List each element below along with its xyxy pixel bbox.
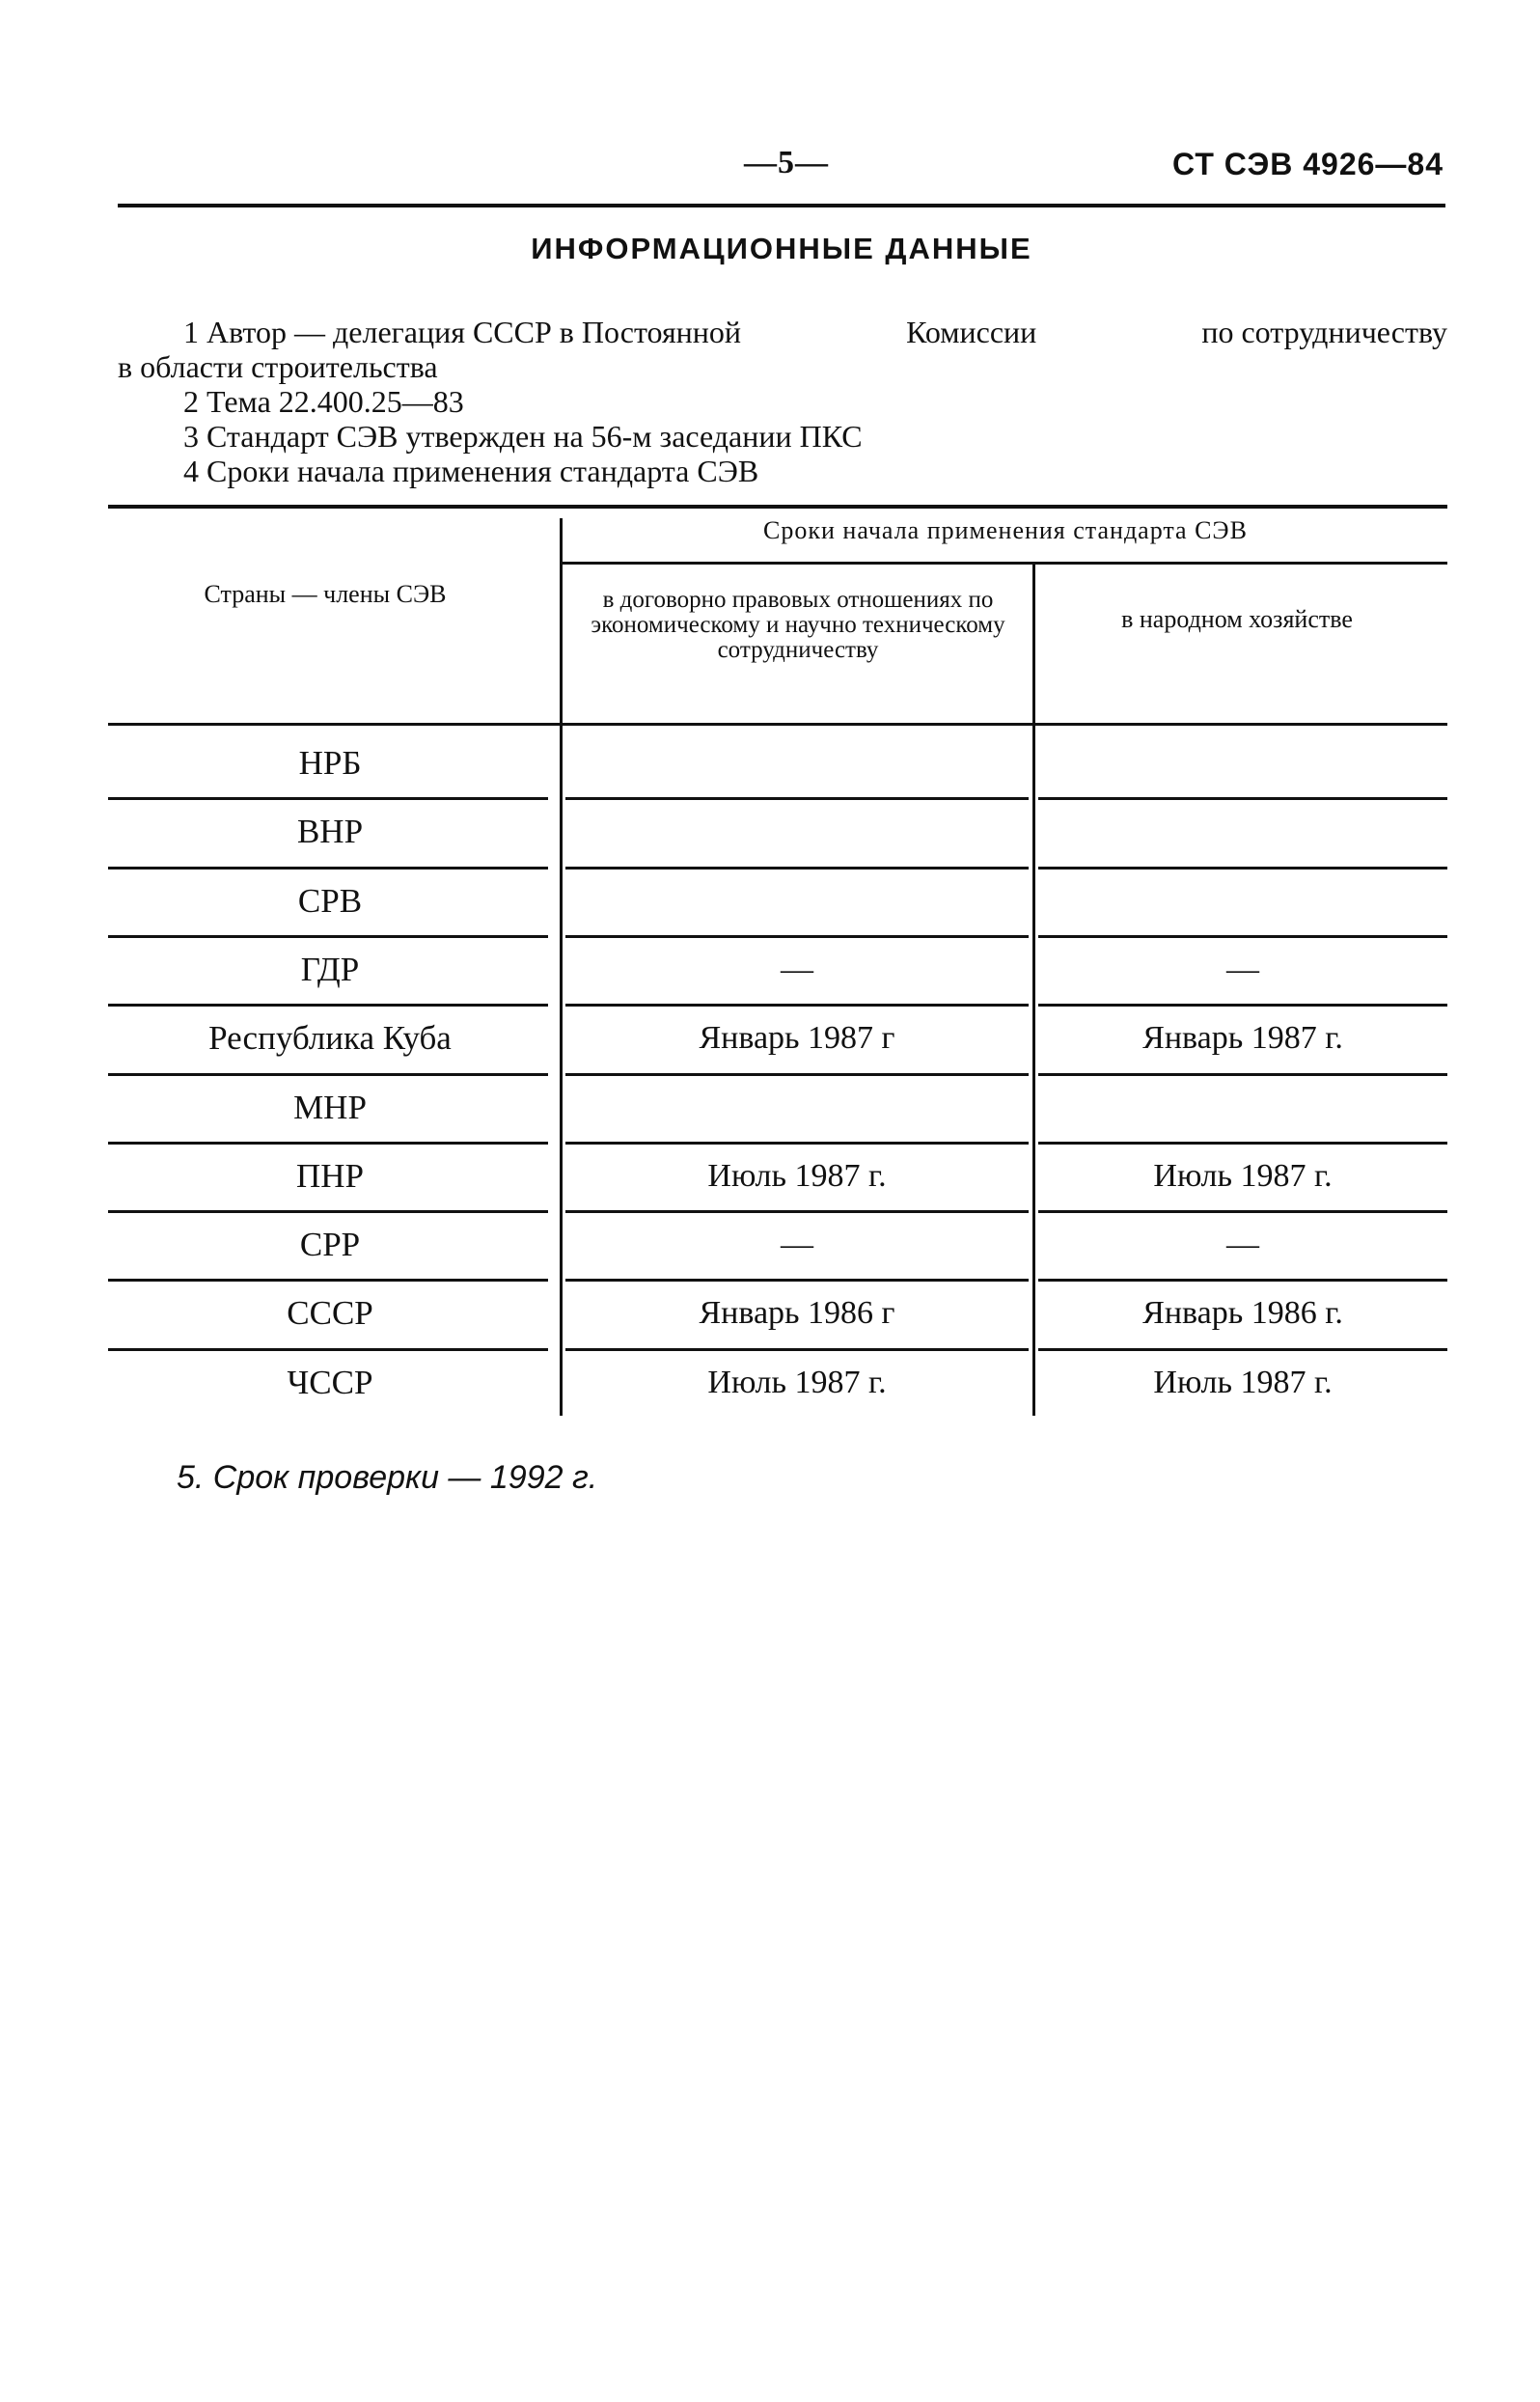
info-item-3: 3 Стандарт СЭВ утвержден на 56-м заседании ПКС (183, 419, 863, 454)
contract-date-cell (565, 813, 1029, 851)
row-rule (108, 1279, 548, 1282)
review-deadline: 5. Срок проверки — 1992 г. (177, 1459, 598, 1496)
row-rule (565, 935, 1029, 938)
contract-date-cell: — (781, 1227, 813, 1263)
row-rule (108, 797, 548, 800)
economy-date-cell (1038, 1089, 1447, 1127)
country-cell: СРР (299, 1226, 361, 1264)
row-rule (108, 1348, 548, 1351)
section-title: ИНФОРМАЦИОННЫЕ ДАННЫЕ (531, 232, 1032, 265)
row-rule (565, 1073, 1029, 1076)
table-divider-2 (1032, 563, 1035, 1416)
economy-date-cell: Июль 1987 г. (1153, 1157, 1333, 1194)
info-item-1-part-a: 1 Автор — делегация СССР в Постоянной (183, 315, 742, 349)
row-rule (565, 1004, 1029, 1007)
economy-date-cell: Январь 1986 г. (1142, 1295, 1343, 1332)
info-item-1 (183, 315, 1447, 349)
country-cell: Республика Куба (208, 1019, 452, 1058)
implementation-table (108, 505, 1447, 1431)
economy-date-cell: — (1226, 951, 1259, 987)
row-rule (108, 1210, 548, 1213)
contract-date-cell (565, 882, 1029, 921)
row-rule (1038, 935, 1447, 938)
contract-date-cell (565, 1089, 1029, 1127)
row-rule (1038, 867, 1447, 870)
economy-date-cell (1038, 744, 1447, 783)
row-rule (565, 797, 1029, 800)
row-rule (1038, 797, 1447, 800)
info-item-1-part-b: Комиссии (906, 315, 1037, 349)
row-rule (565, 867, 1029, 870)
country-cell: ГДР (300, 950, 360, 988)
row-rule (565, 1142, 1029, 1145)
page-number: —5— (744, 145, 829, 180)
row-rule (108, 1004, 548, 1007)
economy-date-cell (1038, 882, 1447, 921)
country-cell: ВНР (296, 813, 364, 851)
country-cell: ЧССР (287, 1363, 373, 1401)
row-rule (108, 935, 548, 938)
economy-date-cell: Июль 1987 г. (1153, 1364, 1333, 1400)
table-divider-1 (560, 518, 563, 1416)
economy-date-cell: — (1226, 1227, 1259, 1263)
row-rule (565, 1348, 1029, 1351)
country-cell: ПНР (295, 1156, 365, 1195)
contract-date-cell: Январь 1987 г (699, 1020, 895, 1057)
row-rule (1038, 1073, 1447, 1076)
row-rule (565, 1210, 1029, 1213)
header-rule (118, 204, 1445, 207)
contract-date-cell: Июль 1987 г. (707, 1364, 887, 1400)
info-item-4: 4 Сроки начала применения стандарта СЭВ (183, 454, 759, 488)
header-countries: Страны — члены СЭВ (204, 580, 447, 608)
contract-date-cell: — (781, 951, 813, 987)
info-item-2: 2 Тема 22.400.25—83 (183, 384, 464, 419)
info-item-1-continuation: в области строительства (118, 349, 438, 384)
country-cell: НРБ (298, 744, 362, 782)
row-rule (1038, 1348, 1447, 1351)
header-col2: в народном хозяйстве (1121, 605, 1353, 633)
row-rule (108, 867, 548, 870)
header-group: Сроки начала применения стандарта СЭВ (763, 516, 1248, 544)
contract-date-cell: Июль 1987 г. (707, 1157, 887, 1194)
row-rule (1038, 1004, 1447, 1007)
country-cell: СССР (287, 1294, 373, 1333)
row-rule (108, 1142, 548, 1145)
table-header-rule (108, 723, 1447, 726)
header-col1: в договорно правовых отношениях по экономическому и научно техническому сотрудничеству (591, 587, 1005, 663)
table-group-rule (562, 562, 1447, 565)
contract-date-cell: Январь 1986 г (699, 1295, 895, 1332)
economy-date-cell (1038, 813, 1447, 851)
country-cell: МНР (293, 1088, 367, 1126)
contract-date-cell (565, 744, 1029, 783)
country-cell: СРВ (297, 881, 363, 920)
row-rule (1038, 1142, 1447, 1145)
economy-date-cell: Январь 1987 г. (1142, 1020, 1343, 1057)
info-item-1-part-c: по сотрудничеству (1201, 315, 1447, 349)
document-code: СТ СЭВ 4926—84 (1172, 147, 1444, 181)
table-top-rule (108, 505, 1447, 509)
row-rule (1038, 1210, 1447, 1213)
row-rule (108, 1073, 548, 1076)
row-rule (565, 1279, 1029, 1282)
row-rule (1038, 1279, 1447, 1282)
